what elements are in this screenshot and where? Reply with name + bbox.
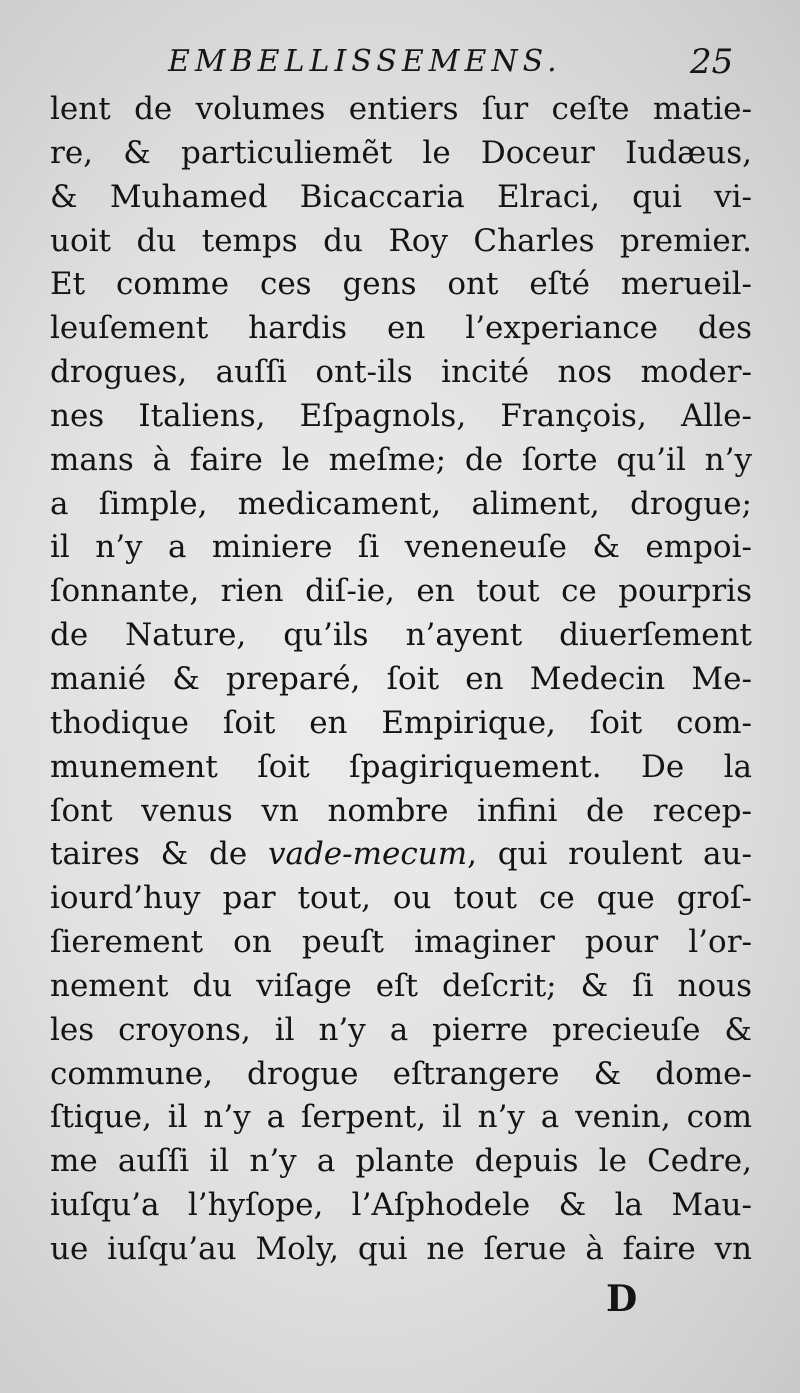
text-line: Et comme ces gens ont eſté merueil- (50, 266, 752, 303)
text-line: ſont venus vn nombre infini de recep- (50, 792, 752, 829)
text-line: re, & particuliemẽt le Doceur Iudæus, (50, 134, 752, 171)
page-number: 25 (690, 42, 734, 82)
text-line: ue iuſqu’au Moly, qui ne ſerue à faire vn (50, 1230, 752, 1267)
text-line: nes Italiens, Eſpagnols, François, Alle- (50, 397, 752, 434)
text-line: lent de volumes entiers ſur ceſte matie- (50, 91, 752, 127)
text-line: ſonnante, rien diſ-ie, en tout ce pourpris (50, 573, 752, 610)
text-line: leuſement hardis en l’experiance des (50, 310, 752, 347)
text-line: iuſqu’a l’hyſope, l’Aſphodele & la Mau- (50, 1187, 752, 1224)
text-line: ſtique, il n’y a ſerpent, il n’y a venin, com (50, 1099, 752, 1136)
text-line: ſierement on peuſt imaginer pour l’or- (50, 924, 752, 961)
text-line: uoit du temps du Roy Charles premier. (50, 222, 752, 259)
text-line: taires & de vade-mecum, qui roulent au- (50, 836, 752, 873)
text-line: commune, drogue eſtrangere & dome- (50, 1055, 752, 1092)
text-line: me auſſi il n’y a plante depuis le Cedre, (50, 1143, 752, 1180)
text-line: les croyons, il n’y a pierre precieuſe & (50, 1011, 752, 1048)
signature-mark: D (606, 1278, 638, 1320)
text-line: thodique ſoit en Empirique, ſoit com- (50, 704, 752, 741)
text-line: manié & preparé, ſoit en Medecin Me- (50, 660, 752, 697)
text-line: drogues, auſſi ont-ils incité nos moder- (50, 354, 752, 391)
text-line: mans à faire le meſme; de ſorte qu’il n’y (50, 441, 752, 478)
body-text (50, 88, 752, 1272)
text-line: il n’y a miniere ſi veneneuſe & empoi- (50, 529, 752, 566)
text-line: & Muhamed Bicaccaria Elraci, qui vi- (50, 178, 752, 215)
page-header (0, 44, 800, 84)
text-line: iourd’huy par tout, ou tout ce que groſ- (50, 880, 752, 917)
text-line: nement du viſage eſt deſcrit; & ſi nous (50, 967, 752, 1004)
running-head: EMBELLISSEMENS. (168, 44, 562, 79)
text-line: de Nature, qu’ils n’ayent diuerſement (50, 617, 752, 654)
text-line: munement ſoit ſpagiriquement. De la (50, 748, 752, 785)
text-line: a ſimple, medicament, aliment, drogue; (50, 485, 752, 522)
